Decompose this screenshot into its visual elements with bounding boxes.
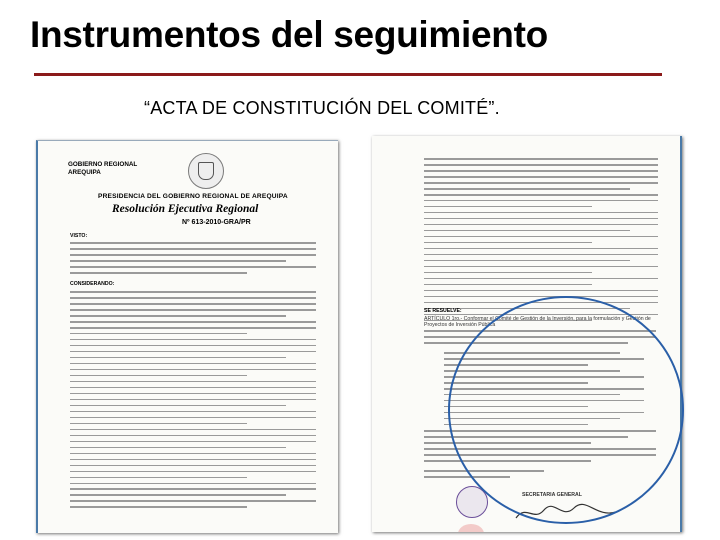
- visto-paragraph-lines: [70, 242, 316, 278]
- title-underline: [34, 73, 662, 76]
- stamp-caption: SECRETARIA GENERAL: [522, 492, 582, 498]
- org-heading: GOBIERNO REGIONAL AREQUIPA: [68, 161, 138, 176]
- red-stamp-icon: [458, 524, 484, 532]
- highlight-ellipse: [448, 296, 684, 524]
- considerando-paragraph-lines: [70, 291, 316, 512]
- slide-subtitle: “ACTA DE CONSTITUCIÓN DEL COMITÉ”.: [144, 98, 500, 118]
- resolution-number: Nº 613-2010-GRA/PR: [182, 219, 251, 226]
- articulo-1-text: ARTÍCULO 1ro.- Conformar el Comité de Gestión de la Inversión, para la formulación y Gestión de Proyectos de Inversión Pública: [424, 316, 651, 329]
- coat-of-arms-seal-icon: [188, 153, 224, 189]
- resolution-title: Resolución Ejecutiva Regional: [112, 203, 259, 215]
- presidency-heading: PRESIDENCIA DEL GOBIERNO REGIONAL DE AREQUIPA: [98, 193, 288, 200]
- slide-title: Instrumentos del seguimiento: [30, 14, 548, 55]
- visto-heading: VISTO:: [70, 233, 88, 239]
- resolution-page-image: [36, 140, 338, 533]
- se-resuelve-heading: SE RESUELVE:: [424, 308, 462, 314]
- considerando-heading: CONSIDERANDO:: [70, 281, 115, 287]
